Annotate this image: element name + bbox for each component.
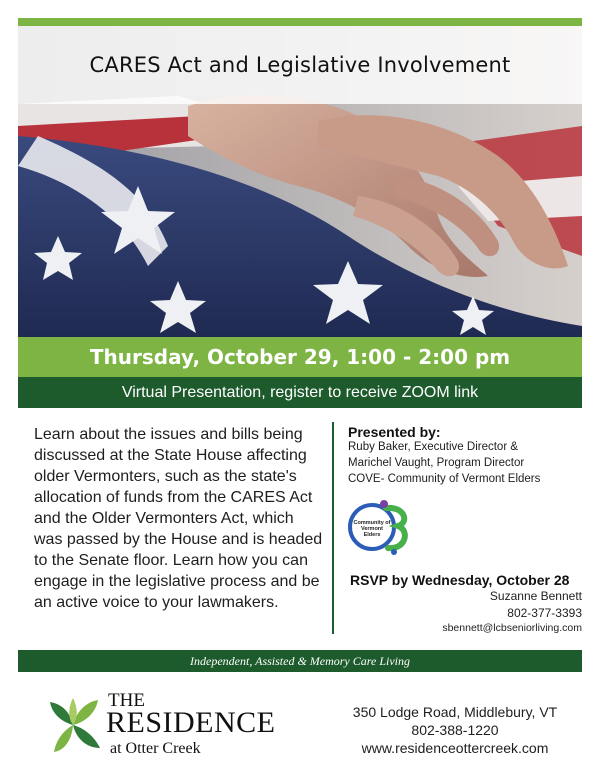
rsvp-heading: RSVP by Wednesday, October 28 — [350, 572, 570, 588]
rsvp-contact-name: Suzanne Bennett — [489, 589, 582, 603]
cove-logo — [346, 496, 416, 558]
event-date-time: Thursday, October 29, 1:00 - 2:00 pm — [89, 345, 511, 369]
presenter-line: Ruby Baker, Executive Director & — [348, 441, 519, 453]
top-accent-bar — [18, 18, 582, 26]
title-band — [18, 26, 582, 104]
footer-address: 350 Lodge Road, Middlebury, VT — [352, 704, 558, 720]
tagline-text: Independent, Assisted & Memory Care Living — [190, 653, 410, 668]
virtual-presentation-text: Virtual Presentation, register to receive ZOOM link — [121, 383, 479, 401]
residence-leaf-logo-icon — [42, 694, 104, 756]
footer-phone: 802-388-1220 — [411, 722, 499, 738]
tagline-bar — [18, 650, 582, 672]
rsvp-phone: 802-377-3393 — [507, 606, 582, 620]
cove-logo-text: Community of Vermont Elders — [353, 520, 391, 538]
footer-website-link[interactable]: www.residenceottercreek.com — [361, 740, 549, 756]
presented-by-heading: Presented by: — [348, 424, 441, 440]
logo-text-the: THE — [108, 690, 145, 711]
column-divider — [332, 422, 334, 634]
rsvp-email: sbennett@lcbseniorliving.com — [442, 622, 582, 634]
presenter-line: COVE- Community of Vermont Elders — [348, 473, 541, 485]
logo-text-residence: RESIDENCE — [106, 706, 276, 739]
event-description: Learn about the issues and bills being discussed at the State House affecting older Vermonters, such as the state's allocation of funds from the CARES Act and the Older Vermonters Act, which was passed by the House and is headed to the Senate floor. Learn how you can engage in the legislative process and be an active voice to your lawmakers. — [34, 426, 323, 611]
date-bar — [18, 337, 582, 377]
virtual-presentation-bar — [18, 377, 582, 408]
presenter-line: Marichel Vaught, Program Director — [348, 457, 525, 469]
logo-text-location: at Otter Creek — [110, 740, 201, 757]
flyer-title: CARES Act and Legislative Involvement — [89, 53, 511, 77]
